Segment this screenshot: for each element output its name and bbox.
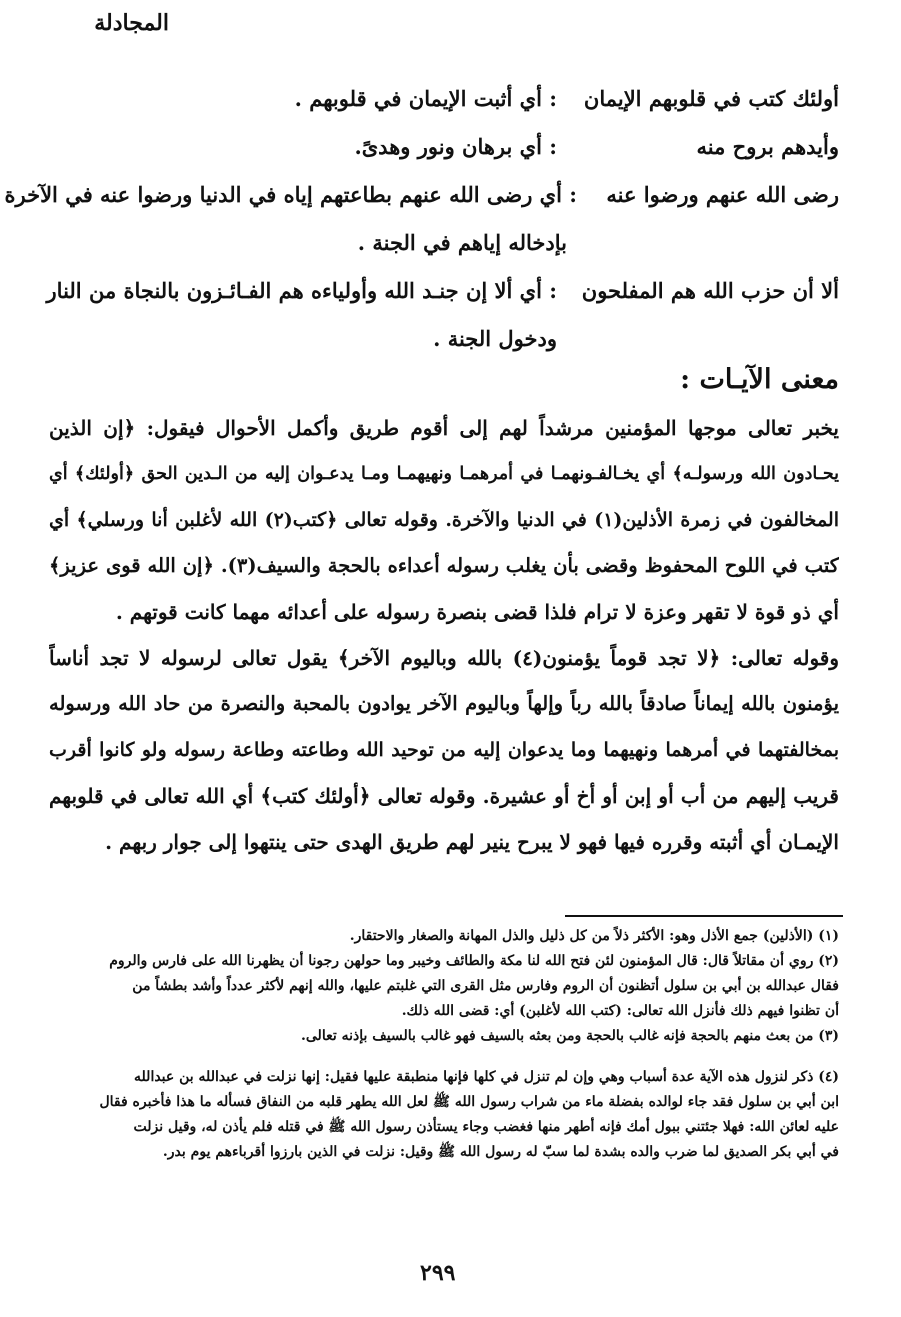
glossary-entry [49,126,839,174]
glossary-entry [4,174,839,222]
footnote-line: في أبي بكر الصديق لما ضرب والده بشدة لما سبّ له رسول الله ﷺ وقيل: نزلت في الذين بارزوا أقرباءهم يوم بدر. [162,1144,839,1160]
body-line: يحـادون الله ورسولـه﴾ أي يخـالفـونهمـا في أمرهمـا ونهيهمـا ومـا يدعـوان إليه من الـدين الحق ﴿أولئك﴾ أي [49,464,839,484]
glossary-term: ألا أن حزب الله هم المفلحون [581,278,839,303]
glossary-entry [49,78,839,126]
glossary-definition: : أي رضى الله عنهم بطاعتهم إياه في الدنيا ورضوا عنه في الآخرة [4,182,577,207]
page-number: ٢٩٩ [420,1260,456,1286]
body-line: أي ذو قوة لا تقهر وعزة لا ترام فلذا قضى بنصرة رسوله على أعدائه مهما كانت قوتهم . [115,600,839,624]
footnote-line: فقال عبدالله بن أبي بن سلول أتظنون أن الروم وفارس مثل القرى التي غلبتم عليها، والله إنهم لأكثر عدداً وأشد بطشاً من [132,978,839,994]
glossary-term: رضى الله عنهم ورضوا عنه [606,182,839,207]
footnote-line: (٤) ذكر لنزول هذه الآية عدة أسباب وهي وإن لم تنزل في كلها فإنها منطبقة عليها فقيل: إنها نزلت في عبدالله بن عبدالله [134,1069,839,1085]
footnote-line: عليه لعائن الله: فهلا جئتني ببول أمك فإنه أطهر منها فغضب وجاء يستأذن رسول الله ﷺ في قتله فلم يأذن له، وقيل نزلت [133,1119,839,1135]
footnote-line: ابن أبي بن سلول فقد جاء لوالده بفضلة ماء من شراب رسول الله ﷺ لعل الله يطهر قلبه من النفاق فسأله ما هذا فأخبره فقال [99,1094,839,1110]
footnote-line: (١) (الأذلين) جمع الأذل وهو: الأكثر ذلاً من كل ذليل والذل المهانة والصغار والاحتقار. [349,928,839,944]
glossary-entry [46,270,839,318]
footnote-line: (٣) من بعث منهم بالحجة فإنه غالب بالحجة ومن بعثه بالسيف فهو غالب بالسيف بإذنه تعالى. [301,1028,839,1044]
running-head: المجادلة [94,10,169,36]
body-line: بمخالفتهما في أمرهما ونهيهما وما يدعوان إليه من توحيد الله وطاعته وطاعة رسوله ولو كانوا أقرب [49,739,839,761]
body-line: قريب إليهم من أب أو إبن أو أخ أو عشيرة. وقوله تعالى ﴿أولئك كتب﴾ أي الله تعالى في قلوبهم [49,784,839,808]
body-line: الإيمـان أي أثبته وقرره فيها فهو لا يبرح ينير لهم طريق الهدى حتى ينتهوا إلى جوار ربهم . [105,830,839,854]
glossary-term: وأيدهم بروح منه [696,134,839,159]
glossary-definition-cont: بإدخاله إياهم في الجنة . [357,230,567,255]
glossary [4,78,839,366]
glossary-definition-cont: ودخول الجنة . [433,326,557,351]
footnote-gap [49,1049,839,1065]
glossary-definition: : أي ألا إن جنـد الله وأولياءه هم الفـائـزون بالنجاة من النار [46,278,557,303]
glossary-definition: : أي برهان ونور وهدىً. [354,134,557,159]
glossary-term: أولئك كتب في قلوبهم الإيمان [583,86,839,111]
body-line: وقوله تعالى: ﴿لا تجد قوماً يؤمنون(٤) بالله وباليوم الآخر﴾ يقول تعالى لرسوله لا تجد أناساً [49,646,839,670]
body-line: يخبر تعالى موجها المؤمنين مرشداً لهم إلى أقوم طريق وأكمل الأحوال فيقول: ﴿إن الذين [49,416,839,440]
footnote-line: أن تظنوا فيهم ذلك فأنزل الله تعالى: (كتب الله لأغلبن) أي: قضى الله ذلك. [401,1003,839,1019]
body-line: يؤمنون بالله إيماناً صادقاً بالله رباً وإلهاً وباليوم الآخر يوادون بالمحبة والنصرة من حاد الله ورسوله [49,692,839,715]
glossary-definition: : أي أثبت الإيمان في قلوبهم . [294,86,557,111]
footnotes [49,924,839,1165]
section-title: معنى الآيـات : [680,364,839,395]
footnote-divider [565,915,843,917]
body-text [49,405,839,865]
glossary-continuation [49,222,839,270]
body-line: المخالفون في زمرة الأذلين(١) في الدنيا والآخرة. وقوله تعالى ﴿كتب(٢) الله لأغلبن أنا ورسلي﴾ أي [49,509,839,531]
glossary-continuation [49,318,839,366]
body-line: كتب في اللوح المحفوظ وقضى بأن يغلب رسوله أعداءه بالحجة والسيف(٣). ﴿إن الله قوى عزيز﴾ [49,554,839,577]
footnote-line: (٢) روي أن مقاتلاً قال: قال المؤمنون لئن فتح الله لنا مكة والطائف وخيبر وما حولهن رجونا أن يظهرنا الله على فارس والروم [109,953,839,969]
